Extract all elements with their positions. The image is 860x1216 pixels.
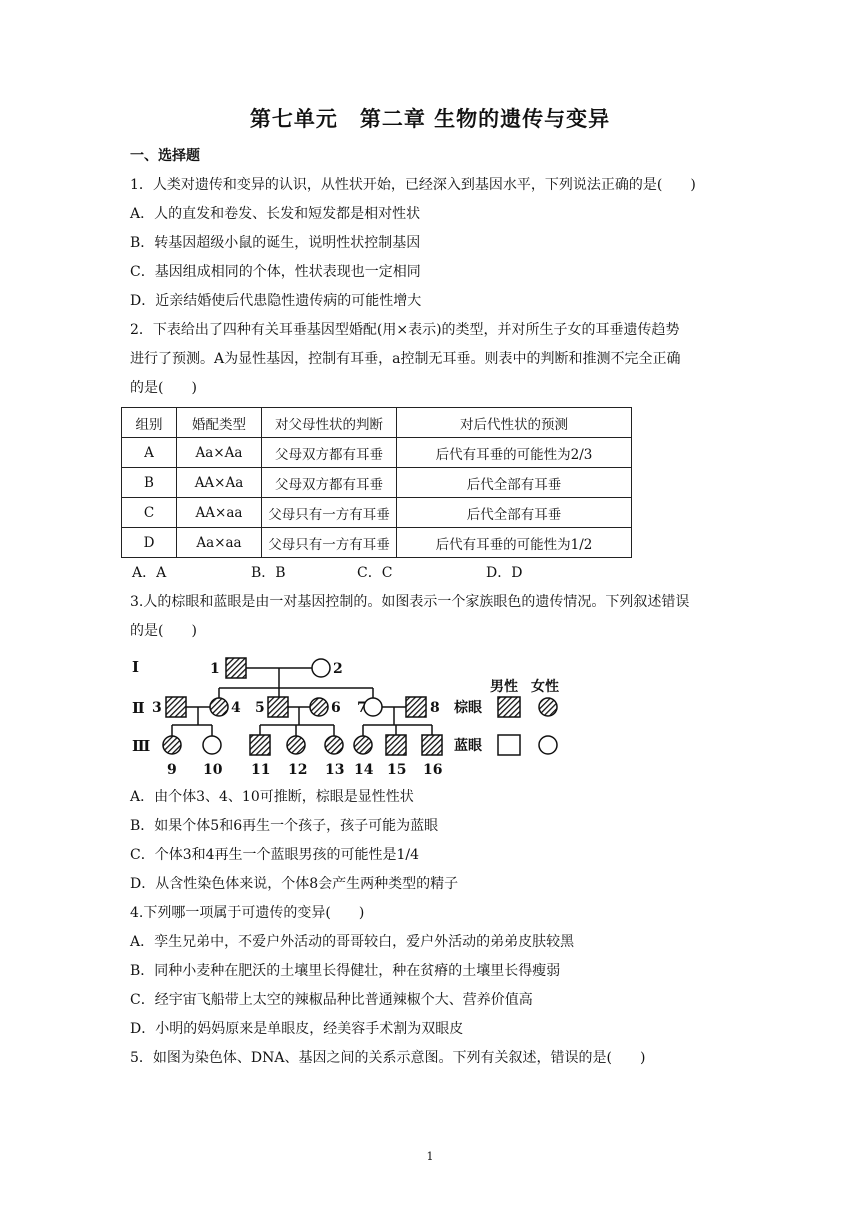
q2-table <box>121 407 632 558</box>
page-number: 1 <box>426 1150 434 1163</box>
individual-3-male-brown <box>166 697 186 717</box>
table-cell: C <box>122 498 177 528</box>
table-cell: 后代全部有耳垂 <box>397 498 632 528</box>
individual-16-male-brown <box>422 735 442 755</box>
table-header-cell: 对后代性状的预测 <box>397 408 632 438</box>
table-cell: 父母双方都有耳垂 <box>262 438 397 468</box>
q3-option-c: C．个体3和4再生一个蓝眼男孩的可能性是1/4 <box>130 847 420 863</box>
legend-brown-label: 棕眼 <box>454 700 482 716</box>
legend-female-blue-symbol <box>539 736 557 754</box>
table-cell: Aa×Aa <box>177 438 262 468</box>
legend-female-label: 女性 <box>531 679 559 695</box>
q3-stem-line2: 的是( ) <box>130 623 197 639</box>
table-cell: 父母只有一方有耳垂 <box>262 498 397 528</box>
legend-blue-label: 蓝眼 <box>454 738 482 754</box>
q1-option-a: A．人的直发和卷发、长发和短发都是相对性状 <box>130 206 421 222</box>
individual-14-female-brown <box>354 736 372 754</box>
q5-stem: 5．如图为染色体、DNA、基因之间的关系示意图。下列有关叙述，错误的是( ) <box>130 1050 646 1066</box>
individual-5-male-brown <box>268 697 288 717</box>
individual-15-male-brown <box>386 735 406 755</box>
table-cell: 后代有耳垂的可能性为2/3 <box>397 438 632 468</box>
table-header-cell: 对父母性状的判断 <box>262 408 397 438</box>
legend-female-brown-symbol <box>539 698 557 716</box>
q4-option-a: A．孪生兄弟中，不爱户外活动的哥哥较白，爱户外活动的弟弟皮肤较黑 <box>130 934 575 950</box>
table-header-cell: 婚配类型 <box>177 408 262 438</box>
generation-label: Ⅲ <box>132 737 151 755</box>
table-cell: 父母只有一方有耳垂 <box>262 528 397 558</box>
individual-1-male-brown <box>226 658 246 678</box>
q4-option-c: C．经宇宙飞船带上太空的辣椒品种比普通辣椒个大、营养价值高 <box>130 992 533 1008</box>
q3-stem-line1: 3.人的棕眼和蓝眼是由一对基因控制的。如图表示一个家族眼色的遗传情况。下列叙述错误 <box>130 594 690 610</box>
table-header-row <box>122 408 632 438</box>
individual-number: 9 <box>167 762 177 776</box>
table-cell: A <box>122 438 177 468</box>
table-header-cell: 组别 <box>122 408 177 438</box>
q3-option-a: A．由个体3、4、10可推断，棕眼是显性性状 <box>130 789 414 805</box>
individual-number: 2 <box>333 661 343 677</box>
q4-stem: 4.下列哪一项属于可遗传的变异( ) <box>130 905 365 921</box>
individual-number: 10 <box>203 762 223 776</box>
individual-number: 4 <box>231 700 241 716</box>
q1-stem: 1．人类对遗传和变异的认识，从性状开始，已经深入到基因水平，下列说法正确的是( ) <box>130 177 696 193</box>
individual-number: 11 <box>251 762 271 776</box>
q1-option-c: C．基因组成相同的个体，性状表现也一定相同 <box>130 264 421 280</box>
q2-stem-line1: 2．下表给出了四种有关耳垂基因型婚配(用×表示)的类型，并对所生子女的耳垂遗传趋势 <box>130 322 680 338</box>
legend-male-brown-symbol <box>498 697 520 717</box>
individual-number: 13 <box>325 762 345 776</box>
table-cell: D <box>122 528 177 558</box>
legend-male-label: 男性 <box>490 679 518 695</box>
q2-option-c: C．C <box>357 565 393 581</box>
table-row <box>122 498 632 528</box>
individual-number: 14 <box>354 762 374 776</box>
individual-number: 1 <box>210 661 220 677</box>
generation-label: Ⅰ <box>132 658 140 676</box>
q2-option-b: B．B <box>251 565 286 581</box>
q4-option-d: D．小明的妈妈原来是单眼皮，经美容手术割为双眼皮 <box>130 1021 464 1037</box>
q2-option-d: D．D <box>486 565 523 581</box>
individual-4-female-brown <box>210 698 228 716</box>
table-cell: 后代有耳垂的可能性为1/2 <box>397 528 632 558</box>
individual-number: 15 <box>387 762 407 776</box>
pedigree-diagram <box>128 650 588 776</box>
individual-11-male-brown <box>250 735 270 755</box>
individual-number: 8 <box>430 700 440 716</box>
q3-option-b: B．如果个体5和6再生一个孩子，孩子可能为蓝眼 <box>130 818 439 834</box>
q1-option-b: B．转基因超级小鼠的诞生，说明性状控制基因 <box>130 235 421 251</box>
individual-2-female-blue <box>312 659 330 677</box>
individual-13-female-brown <box>325 736 343 754</box>
table-cell: B <box>122 468 177 498</box>
q2-option-a: A．A <box>132 565 167 581</box>
q2-stem-line2: 进行了预测。A为显性基因，控制有耳垂，a控制无耳垂。则表中的判断和推测不完全正确 <box>130 351 681 367</box>
individual-12-female-brown <box>287 736 305 754</box>
individual-number: 3 <box>152 700 162 716</box>
legend-male-blue-symbol <box>498 735 520 755</box>
individual-10-female-blue <box>203 736 221 754</box>
table-cell: AA×aa <box>177 498 262 528</box>
individual-number: 7 <box>357 700 367 716</box>
individual-8-male-brown <box>406 697 426 717</box>
individual-number: 16 <box>423 762 443 776</box>
table-row <box>122 438 632 468</box>
generation-label: Ⅱ <box>132 699 145 717</box>
q3-option-d: D．从含性染色体来说，个体8会产生两种类型的精子 <box>130 876 459 892</box>
individual-number: 12 <box>288 762 308 776</box>
q4-option-b: B．同种小麦种在肥沃的土壤里长得健壮，种在贫瘠的土壤里长得瘦弱 <box>130 963 561 979</box>
individual-6-female-brown <box>310 698 328 716</box>
document-title: 第七单元 第二章 生物的遗传与变异 <box>249 107 611 131</box>
section-heading: 一、选择题 <box>130 148 200 164</box>
q2-stem-line3: 的是( ) <box>130 380 197 396</box>
individual-9-female-brown <box>163 736 181 754</box>
table-row <box>122 528 632 558</box>
table-cell: AA×Aa <box>177 468 262 498</box>
q1-option-d: D．近亲结婚使后代患隐性遗传病的可能性增大 <box>130 293 422 309</box>
individual-number: 5 <box>255 700 265 716</box>
table-cell: Aa×aa <box>177 528 262 558</box>
individual-number: 6 <box>331 700 341 716</box>
table-cell: 父母双方都有耳垂 <box>262 468 397 498</box>
table-row <box>122 468 632 498</box>
table-cell: 后代全部有耳垂 <box>397 468 632 498</box>
